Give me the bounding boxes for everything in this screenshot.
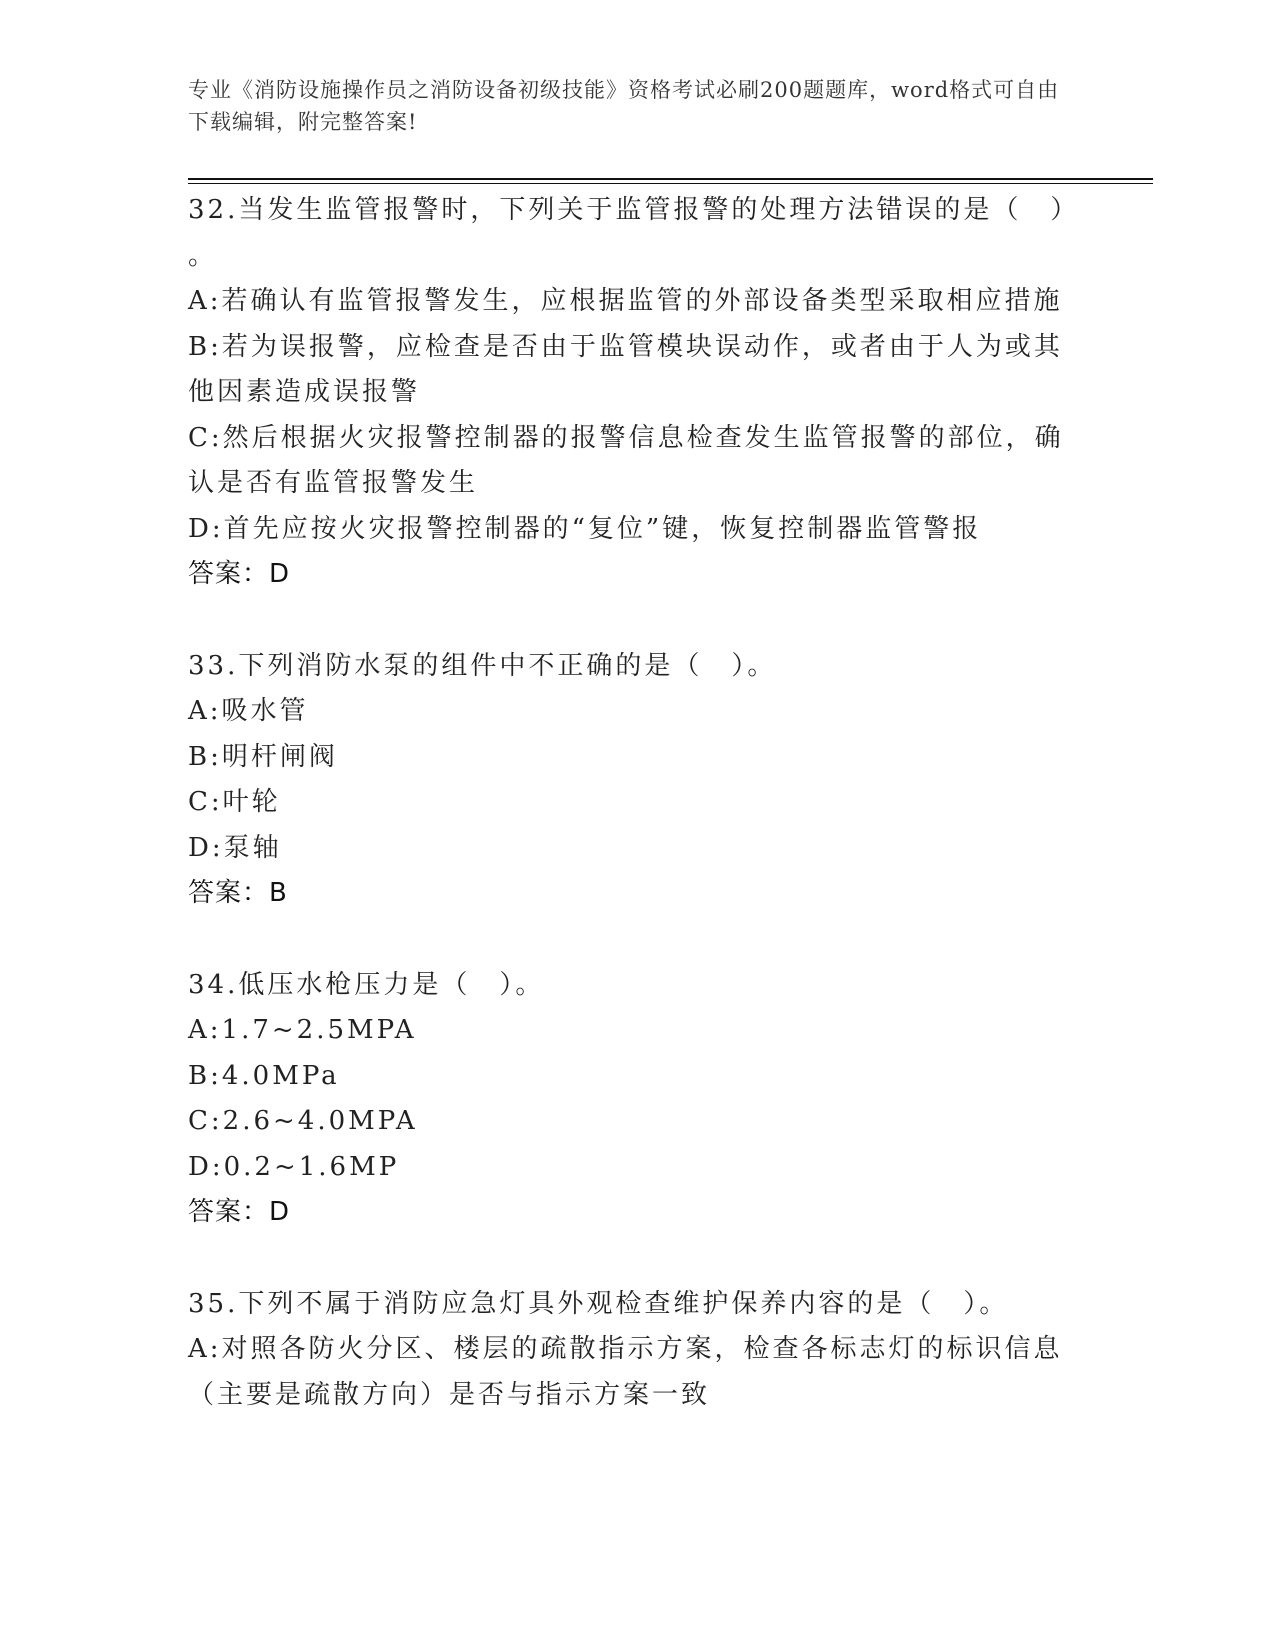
spacer (188, 598, 1078, 644)
answer: 答案：D (188, 559, 291, 589)
question-33 (188, 644, 1078, 917)
header-divider-thick (188, 178, 1153, 180)
answer: 答案：B (188, 878, 288, 908)
question-34 (188, 963, 1078, 1236)
option-b: B:4.0MPa (188, 1060, 340, 1091)
question-stem: 33.下列消防水泵的组件中不正确的是（ ）。 (188, 650, 777, 681)
option-a: A:若确认有监管报警发生，应根据监管的外部设备类型采取相应措施 (188, 286, 1063, 316)
option-a: A:吸水管 (188, 696, 309, 726)
answer: 答案：D (188, 1197, 291, 1227)
spacer (188, 917, 1078, 963)
option-c: C:2.6~4.0MPA (188, 1106, 418, 1136)
question-35 (188, 1282, 1078, 1419)
option-b: B:若为误报警，应检查是否由于监管模块误动作，或者由于人为或其他因素造成误报警 (188, 331, 1063, 407)
option-d: D:泵轴 (188, 832, 282, 863)
option-a: A:1.7~2.5MPA (188, 1015, 417, 1045)
option-c: C:然后根据火灾报警控制器的报警信息检查发生监管报警的部位，确认是否有监管报警发生 (188, 422, 1064, 498)
option-d: D:0.2~1.6MP (188, 1151, 400, 1182)
question-stem: 32.当发生监管报警时，下列关于监管报警的处理方法错误的是（ ） (188, 195, 1080, 225)
question-list (188, 188, 1078, 1418)
header-divider-thin (188, 183, 1153, 184)
question-32 (188, 188, 1078, 598)
option-d: D:首先应按火灾报警控制器的“复位”键，恢复控制器监管警报 (188, 513, 982, 544)
question-stem: 34.低压水枪压力是（ ）。 (188, 969, 545, 1000)
question-stem: 35.下列不属于消防应急灯具外观检查维护保养内容的是（ ）。 (188, 1288, 1009, 1319)
question-stem-tail: 。 (188, 240, 218, 271)
option-b: B:明杆闸阀 (188, 741, 338, 772)
document-header: 专业《消防设施操作员之消防设备初级技能》资格考试必刷200题题库，word格式可自由下载编辑，附完整答案! (188, 78, 1060, 134)
option-a: A:对照各防火分区、楼层的疏散指示方案，检查各标志灯的标识信息（主要是疏散方向）是否与指示方案一致 (188, 1334, 1063, 1410)
option-c: C:叶轮 (188, 787, 281, 817)
spacer (188, 1236, 1078, 1282)
